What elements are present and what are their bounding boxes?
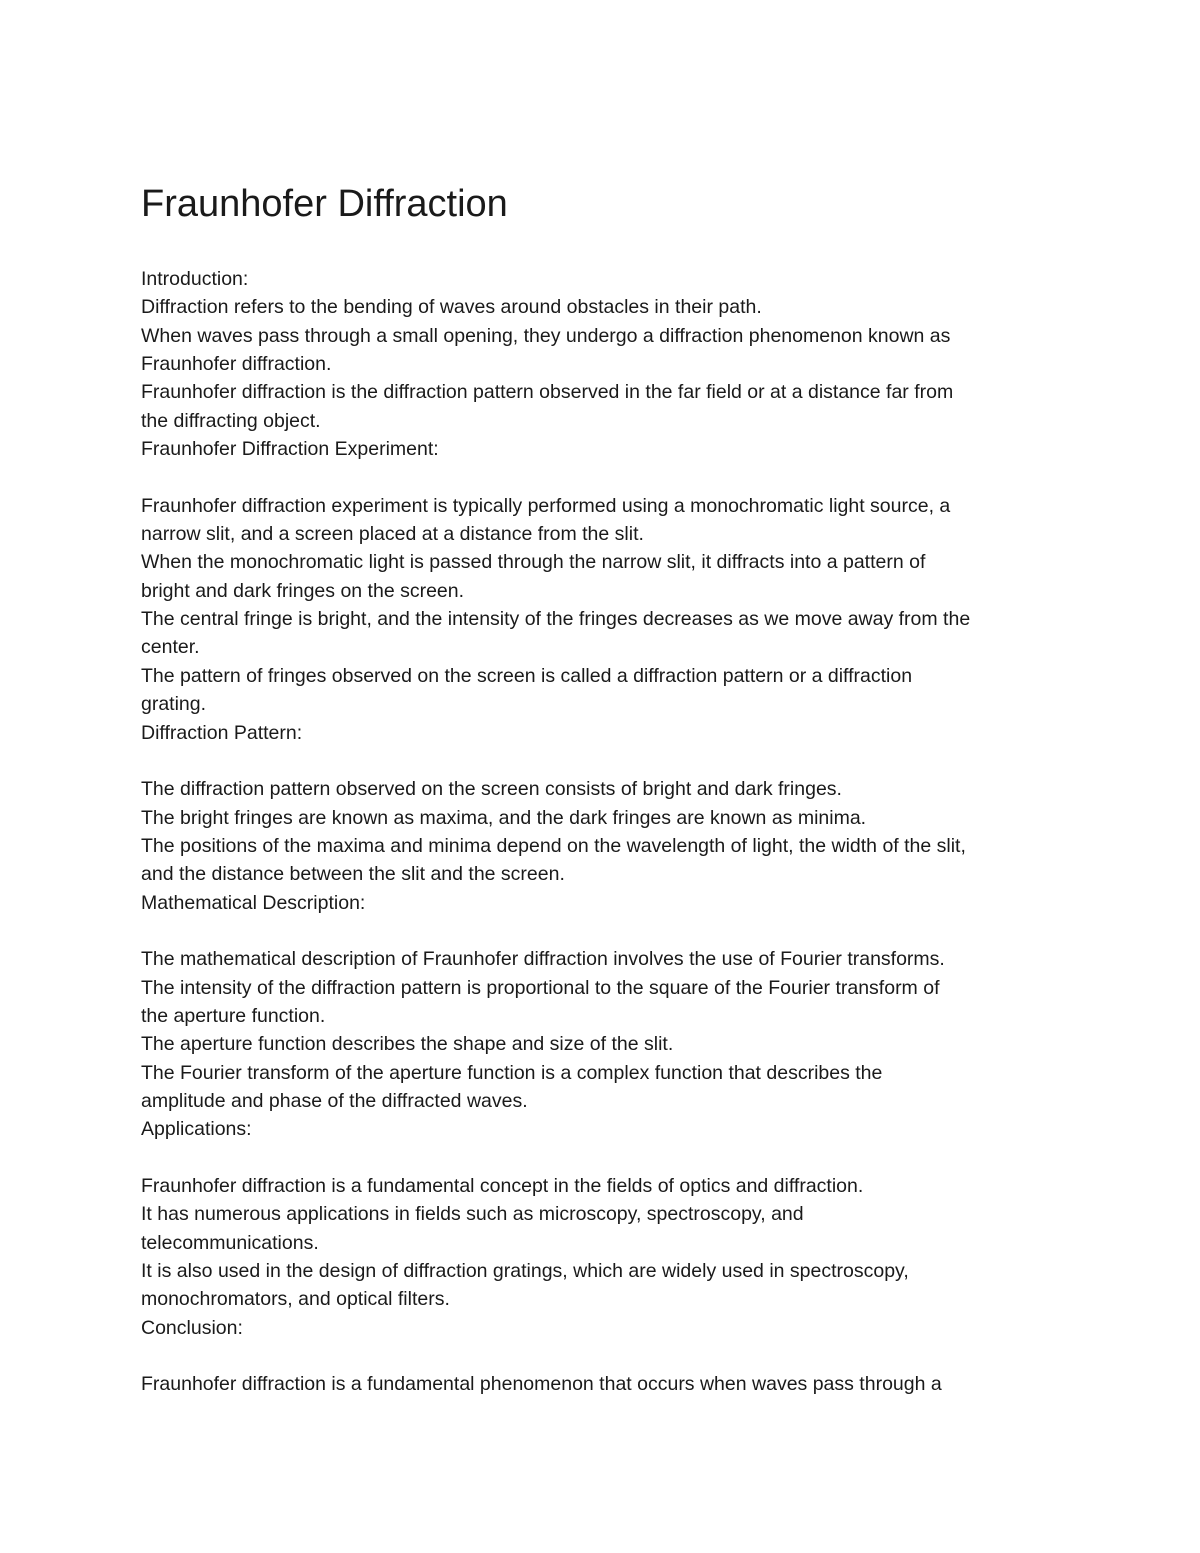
text-line: narrow slit, and a screen placed at a distance from the slit. bbox=[141, 523, 644, 546]
text-line: Fraunhofer diffraction is a fundamental phenomenon that occurs when waves pass through a bbox=[141, 1373, 942, 1396]
text-line: The intensity of the diffraction pattern is proportional to the square of the Fourier transform of bbox=[141, 976, 940, 999]
text-line: Fraunhofer diffraction is the diffraction pattern observed in the far field or at a distance far from bbox=[141, 381, 954, 404]
text-line: The aperture function describes the shape and size of the slit. bbox=[141, 1033, 674, 1056]
text-line: the diffracting object. bbox=[141, 409, 321, 432]
text-line: The central fringe is bright, and the intensity of the fringes decreases as we move away from the bbox=[141, 608, 971, 631]
text-line: Conclusion: bbox=[141, 1316, 243, 1339]
text-line: Fraunhofer diffraction is a fundamental concept in the fields of optics and diffraction. bbox=[141, 1175, 864, 1197]
text-line: monochromators, and optical filters. bbox=[141, 1288, 450, 1311]
text-line: The Fourier transform of the aperture function is a complex function that describes the bbox=[141, 1061, 883, 1084]
text-line: Diffraction refers to the bending of waves around obstacles in their path. bbox=[141, 296, 762, 319]
text-line: Mathematical Description: bbox=[141, 891, 366, 914]
blank-line bbox=[141, 917, 1071, 945]
text-line: The positions of the maxima and minima depend on the wavelength of light, the width of the slit, bbox=[141, 834, 966, 857]
blank-line bbox=[141, 1144, 1071, 1172]
text-line: grating. bbox=[141, 693, 207, 716]
text-line: The diffraction pattern observed on the screen consists of bright and dark fringes. bbox=[141, 778, 842, 801]
text-line: amplitude and phase of the diffracted waves. bbox=[141, 1089, 528, 1112]
text-line: center. bbox=[141, 636, 200, 659]
text-line: the aperture function. bbox=[141, 1004, 326, 1027]
blank-line bbox=[141, 747, 1071, 775]
blank-line bbox=[141, 1342, 1071, 1370]
text-line: The mathematical description of Fraunhofer diffraction involves the use of Fourier transforms. bbox=[141, 948, 945, 971]
text-line: Fraunhofer diffraction. bbox=[141, 353, 332, 376]
text-line: It has numerous applications in fields such as microscopy, spectroscopy, and bbox=[141, 1203, 804, 1226]
text-line: telecommunications. bbox=[141, 1231, 319, 1254]
text-line: Diffraction Pattern: bbox=[141, 721, 303, 744]
text-line: Applications: bbox=[141, 1118, 252, 1141]
text-line: The bright fringes are known as maxima, and the dark fringes are known as minima. bbox=[141, 806, 867, 829]
document-title: Fraunhofer Diffraction bbox=[141, 183, 508, 225]
text-line: bright and dark fringes on the screen. bbox=[141, 579, 465, 602]
text-line: Fraunhofer diffraction experiment is typically performed using a monochromatic light source, a bbox=[141, 494, 951, 517]
text-line: Introduction: bbox=[141, 268, 249, 290]
document-body bbox=[141, 265, 1071, 1399]
text-line: It is also used in the design of diffraction gratings, which are widely used in spectroscopy, bbox=[141, 1260, 909, 1283]
text-line: When the monochromatic light is passed through the narrow slit, it diffracts into a pattern of bbox=[141, 551, 926, 574]
text-line: When waves pass through a small opening, they undergo a diffraction phenomenon known as bbox=[141, 324, 951, 347]
text-line: and the distance between the slit and the screen. bbox=[141, 863, 565, 886]
text-line: The pattern of fringes observed on the screen is called a diffraction pattern or a diffraction bbox=[141, 664, 913, 687]
blank-line bbox=[141, 463, 1071, 491]
text-line: Fraunhofer Diffraction Experiment: bbox=[141, 438, 439, 461]
